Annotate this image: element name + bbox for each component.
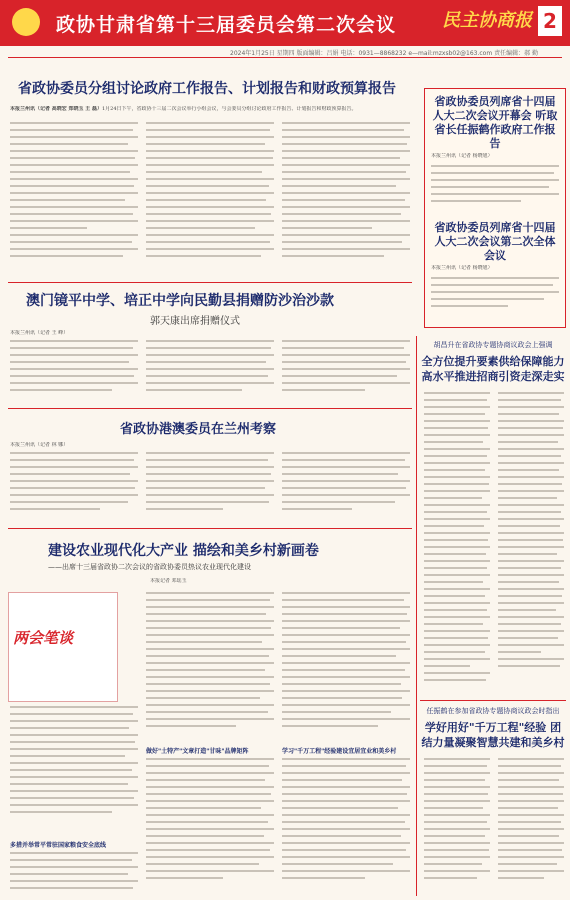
illustration-caption: 两会笔谈 (13, 629, 74, 647)
divider (8, 528, 412, 529)
sidebar-headline-2: 省政协委员列席省十四届人大二次会议第二次全体会议 (434, 221, 556, 262)
right-story1-columns (424, 392, 564, 696)
divider (8, 408, 412, 409)
sidebar-text-1 (431, 165, 559, 213)
main-byline: 本报兰州讯（记者 高晓宏 郑晓玉 王 磊） (10, 106, 102, 112)
story3-headline: 省政协港澳委员在兰州考察 (120, 422, 277, 437)
story2-byline: 本报兰州讯（记者 王 峰） (10, 330, 69, 336)
two-sessions-illustration (8, 592, 118, 702)
story4-subheadline: ——出席十三届省政协二次会议的省政协委员热议农业现代化建设 (48, 563, 251, 571)
story4-column (146, 758, 274, 896)
right-story1-headline: 全方位提升要素供给保障能力 高水平推进招商引资走深走实 (421, 355, 565, 383)
story3-columns (10, 452, 410, 524)
sidebar-byline-2: 本报兰州讯（记者 杨晓旭） (431, 265, 493, 271)
divider (420, 700, 566, 701)
masthead-meta: 2024年1月25日 星期四 版面编辑：吕娟 电话：0931—8868232 e—mail:mzxsb02@163.com 责任编辑：郝 勤 (230, 50, 539, 57)
story4-byline: 本报记者 邓瑶玉 (150, 578, 187, 584)
column-divider (416, 336, 417, 896)
story4-subhead-2: 做好"土特产"文章打造"甘味"品牌矩阵 (146, 748, 249, 755)
story4-column (282, 592, 410, 740)
main-lead: 1月24日下午，省政协十三届二次会议举行小组会议，与会委员分组讨论政府工作报告、计划报告和财政预算报告。 (101, 106, 357, 112)
header-title: 政协甘肃省第十三届委员会第二次会议 (56, 14, 397, 36)
cppcc-emblem-icon (12, 8, 40, 36)
story2-columns (10, 340, 410, 404)
divider (8, 57, 562, 58)
right-story2-kicker: 任振鹤在参加省政协专题协商议政会时指出 (426, 707, 560, 715)
main-story-columns (10, 122, 410, 282)
story2-headline: 澳门镜平中学、培正中学向民勤县捐赠防沙治沙款 (26, 293, 334, 309)
story4-headline: 建设农业现代化大产业 描绘和美乡村新画卷 (48, 543, 319, 559)
story4-column (146, 592, 274, 740)
paper-name: 民主协商报 (442, 10, 532, 31)
page-header (0, 0, 570, 46)
text-column (146, 122, 274, 262)
right-story1-kicker: 胡昌升在省政协专题协商议政会上强调 (433, 341, 553, 349)
right-story2-headline: 学好用好"千万工程"经验 团结力量凝聚智慧共建和美乡村 (421, 721, 565, 749)
divider (8, 282, 412, 283)
text-column (282, 122, 410, 262)
story3-byline: 本报兰州讯（记者 林 娜） (10, 442, 69, 448)
sidebar-text-2 (431, 277, 559, 321)
story4-column (282, 758, 410, 896)
story4-subhead-3: 学习"千万工程"经验建设宜居宜业和美乡村 (282, 748, 397, 755)
story2-subheadline: 郭天康出席捐赠仪式 (150, 316, 240, 327)
right-story2-columns (424, 758, 564, 896)
sidebar-byline-1: 本报兰州讯（记者 杨晓旭） (431, 153, 493, 159)
main-headline: 省政协委员分组讨论政府工作报告、计划报告和财政预算报告 (18, 81, 396, 97)
text-column (10, 122, 138, 262)
page-number: 2 (538, 6, 562, 36)
story4-subhead-1: 多措并举常平常驻国家粮食安全底线 (10, 842, 107, 849)
sidebar-box (424, 88, 566, 328)
story4-column (10, 852, 138, 896)
sidebar-headline-1: 省政协委员列席省十四届人大二次会议开幕会 听取省长任振鹤作政府工作报告 (432, 95, 558, 150)
